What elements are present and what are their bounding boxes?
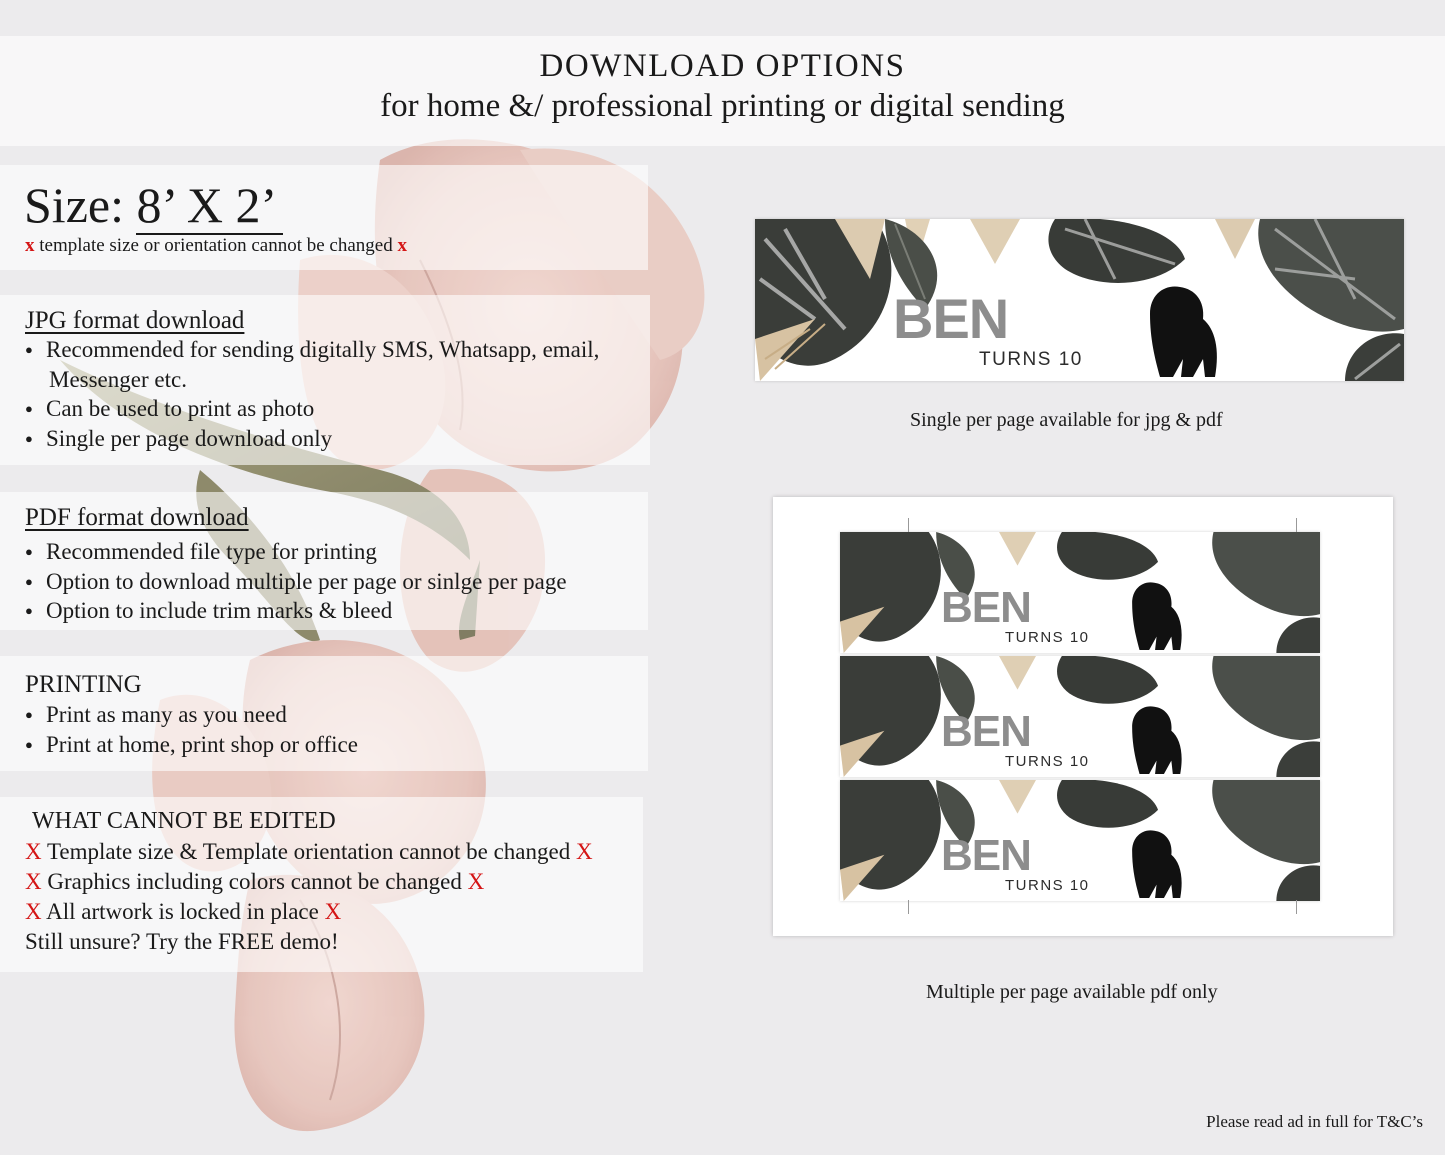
trim-mark — [908, 518, 909, 532]
list-item — [25, 867, 593, 897]
header-band — [0, 36, 1445, 146]
size-label: Size: — [24, 177, 124, 233]
list-item-continuation: Messenger etc. — [49, 366, 187, 392]
gorilla-icon — [1150, 286, 1217, 377]
x-mark-icon: X — [324, 899, 342, 924]
palm-frond-icon — [999, 780, 1036, 814]
monstera-leaf-icon — [1276, 741, 1320, 777]
list-item: ● Option to download multiple per page or sinlge per page — [25, 567, 567, 597]
size-heading — [24, 175, 283, 235]
pdf-panel-title: PDF format download — [25, 504, 249, 531]
list-item: ● Single per page download only — [25, 424, 599, 454]
list-item — [25, 897, 593, 927]
banner-subtitle: TURNS 10 — [1005, 877, 1090, 894]
x-mark-icon: X — [467, 869, 485, 894]
banner-subtitle: TURNS 10 — [1005, 753, 1090, 770]
demo-note: Still unsure? Try the FREE demo! — [25, 929, 339, 954]
monstera-leaf-icon — [1258, 219, 1404, 332]
monstera-leaf-icon — [1212, 532, 1320, 616]
single-banner-preview — [755, 219, 1404, 381]
multi-banner-preview — [840, 656, 1320, 777]
x-mark-icon: X — [575, 839, 593, 864]
x-mark-icon: X — [25, 839, 42, 864]
size-note — [25, 235, 407, 257]
banner-subtitle: TURNS 10 — [979, 349, 1083, 370]
monstera-leaf-icon — [1057, 656, 1158, 704]
monstera-leaf-icon — [1276, 617, 1320, 653]
list-item: ● Recommended file type for printing — [25, 537, 567, 567]
palm-frond-icon — [999, 532, 1036, 566]
list-item — [25, 335, 599, 394]
multi-banner-preview — [840, 780, 1320, 901]
monstera-leaf-icon — [1057, 780, 1158, 828]
size-value: 8’ X 2’ — [136, 177, 283, 235]
printing-panel-title: PRINTING — [25, 671, 142, 698]
banner-name: BEN — [941, 707, 1031, 756]
banner-name: BEN — [941, 583, 1031, 632]
list-item: ● Print at home, print shop or office — [25, 730, 358, 760]
not-editable-title: WHAT CANNOT BE EDITED — [32, 808, 336, 834]
monstera-leaf-icon — [1345, 333, 1404, 381]
banner-subtitle: TURNS 10 — [1005, 629, 1090, 646]
monstera-leaf-icon — [1276, 865, 1320, 901]
list-item: ● Can be used to print as photo — [25, 394, 599, 424]
printing-bullet-list — [25, 700, 358, 759]
banner-name: BEN — [893, 287, 1009, 350]
gorilla-icon — [1132, 582, 1181, 650]
monstera-leaf-icon — [1212, 656, 1320, 740]
terms-note: Please read ad in full for T&C’s — [1206, 1112, 1423, 1131]
single-caption: Single per page available for jpg & pdf — [910, 409, 1223, 431]
not-editable-panel — [0, 797, 643, 972]
jpg-panel — [0, 295, 650, 465]
palm-frond-icon — [999, 656, 1036, 690]
x-mark-icon: x — [25, 235, 35, 256]
trim-mark — [1296, 900, 1297, 914]
banner-name: BEN — [941, 831, 1031, 880]
x-mark-icon: X — [25, 899, 42, 924]
size-note-text: template size or orientation cannot be changed — [39, 235, 393, 256]
monstera-leaf-icon — [1212, 780, 1320, 864]
multiple-caption: Multiple per page available pdf only — [926, 981, 1218, 1003]
list-item-text: Graphics including colors cannot be changed — [47, 869, 462, 894]
monstera-leaf-icon — [1048, 219, 1185, 283]
list-item: ● Option to include trim marks & bleed — [25, 596, 567, 626]
gorilla-icon — [1132, 830, 1181, 898]
gorilla-icon — [1132, 706, 1181, 774]
page-subtitle: for home &/ professional printing or digital sending — [380, 88, 1065, 124]
list-item-text: Template size & Template orientation cannot be changed — [46, 839, 571, 864]
list-item: ● Print as many as you need — [25, 700, 358, 730]
size-panel — [0, 165, 648, 270]
not-editable-list — [25, 837, 593, 957]
monstera-leaf-icon — [1057, 532, 1158, 580]
list-item — [25, 837, 593, 867]
list-item-text: All artwork is locked in place — [46, 899, 319, 924]
multi-banner-preview — [840, 532, 1320, 653]
pdf-panel — [0, 492, 648, 630]
jpg-bullet-list — [25, 335, 599, 453]
page-title: DOWNLOAD OPTIONS — [539, 48, 906, 84]
pdf-bullet-list — [25, 537, 567, 626]
x-mark-icon: x — [397, 235, 407, 256]
trim-mark — [908, 900, 909, 914]
printing-panel — [0, 656, 648, 771]
trim-mark — [1296, 518, 1297, 532]
list-item-text: Recommended for sending digitally SMS, Whatsapp, email, — [46, 337, 600, 362]
x-mark-icon: X — [25, 869, 42, 894]
jpg-panel-title: JPG format download — [25, 307, 245, 334]
